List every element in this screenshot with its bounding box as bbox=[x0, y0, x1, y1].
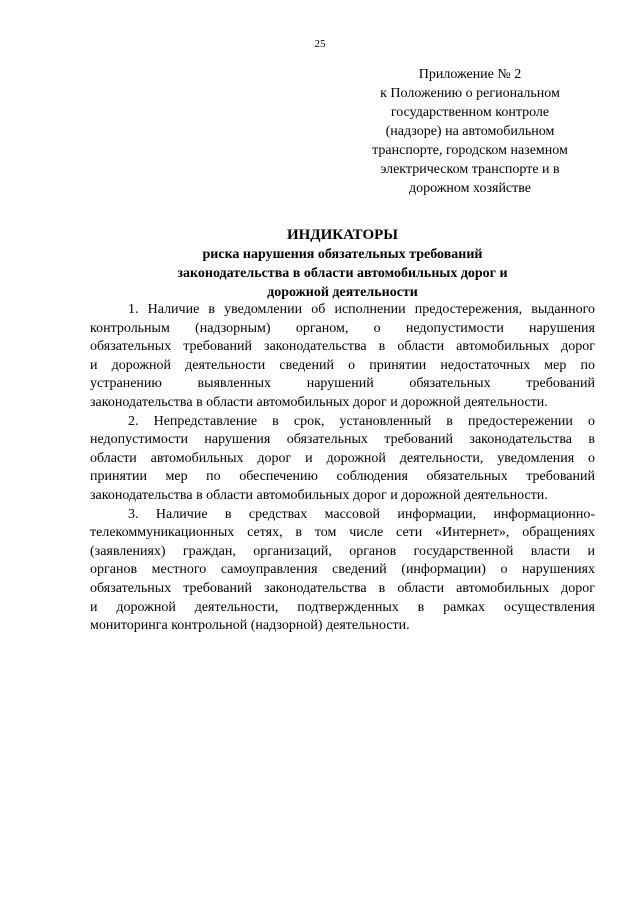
appendix-line: государственном контроле bbox=[390, 105, 550, 120]
paragraph-line: (заявлениях) граждан, организаций, органов государственной власти и bbox=[90, 543, 595, 559]
subtitle-line: законодательства в области автомобильных дорог и bbox=[177, 266, 508, 281]
document-body bbox=[90, 301, 595, 636]
paragraph-line: телекоммуникационных сетях, в том числе сети «Интернет», обращениях bbox=[90, 525, 595, 541]
document-subtitle bbox=[90, 245, 595, 302]
paragraph-line: законодательства в области автомобильных дорог и дорожной деятельности. bbox=[90, 394, 548, 410]
paragraph-line: обязательных требований законодательства в области автомобильных дорог bbox=[90, 339, 595, 355]
paragraph-3 bbox=[90, 506, 595, 636]
appendix-line: (надзоре) на автомобильном bbox=[385, 124, 555, 139]
paragraph-1 bbox=[90, 301, 595, 413]
page-number: 25 bbox=[314, 38, 326, 50]
paragraph-line: законодательства в области автомобильных дорог и дорожной деятельности. bbox=[90, 487, 548, 503]
document-title: ИНДИКАТОРЫ bbox=[286, 227, 399, 243]
paragraph-line: 1. Наличие в уведомлении об исполнении предостережения, выданного bbox=[128, 302, 595, 317]
appendix-line: транспорте, городском наземном bbox=[372, 143, 568, 158]
paragraph-line: органов местного самоуправления сведений (информации) о нарушениях bbox=[90, 562, 595, 578]
paragraph-line: и дорожной деятельности, подтвержденных в рамках осуществления bbox=[90, 599, 595, 615]
paragraph-2 bbox=[90, 413, 595, 506]
appendix-header bbox=[345, 65, 595, 198]
appendix-line: электрическом транспорте и в bbox=[380, 162, 560, 177]
paragraph-line: мониторинга контрольной (надзорной) деятельности. bbox=[90, 618, 410, 634]
paragraph-line: обязательных требований законодательства в области автомобильных дорог bbox=[90, 580, 595, 596]
paragraph-line: недопустимости нарушения обязательных требований законодательства в bbox=[90, 432, 595, 448]
paragraph-line: устранению выявленных нарушений обязательных требований bbox=[90, 376, 595, 392]
paragraph-line: принятии мер по обеспечению соблюдения обязательных требований bbox=[90, 469, 595, 485]
paragraph-line: 2. Непредставление в срок, установленный в предостережении о bbox=[128, 413, 595, 429]
paragraph-line: и дорожной деятельности сведений о принятии недостаточных мер по bbox=[90, 357, 595, 373]
paragraph-line: 3. Наличие в средствах массовой информации, информационно- bbox=[128, 506, 595, 522]
appendix-line: дорожном хозяйстве bbox=[408, 181, 532, 196]
paragraph-line: области автомобильных дорог и дорожной деятельности, уведомления о bbox=[90, 450, 595, 466]
subtitle-line: риска нарушения обязательных требований bbox=[202, 247, 483, 262]
appendix-line: Приложение № 2 bbox=[418, 67, 522, 82]
appendix-line: к Положению о региональном bbox=[380, 86, 560, 101]
paragraph-line: контрольным (надзорным) органом, о недопустимости нарушения bbox=[90, 320, 595, 336]
document-title-block bbox=[90, 226, 595, 302]
subtitle-line: дорожной деятельности bbox=[267, 285, 418, 300]
